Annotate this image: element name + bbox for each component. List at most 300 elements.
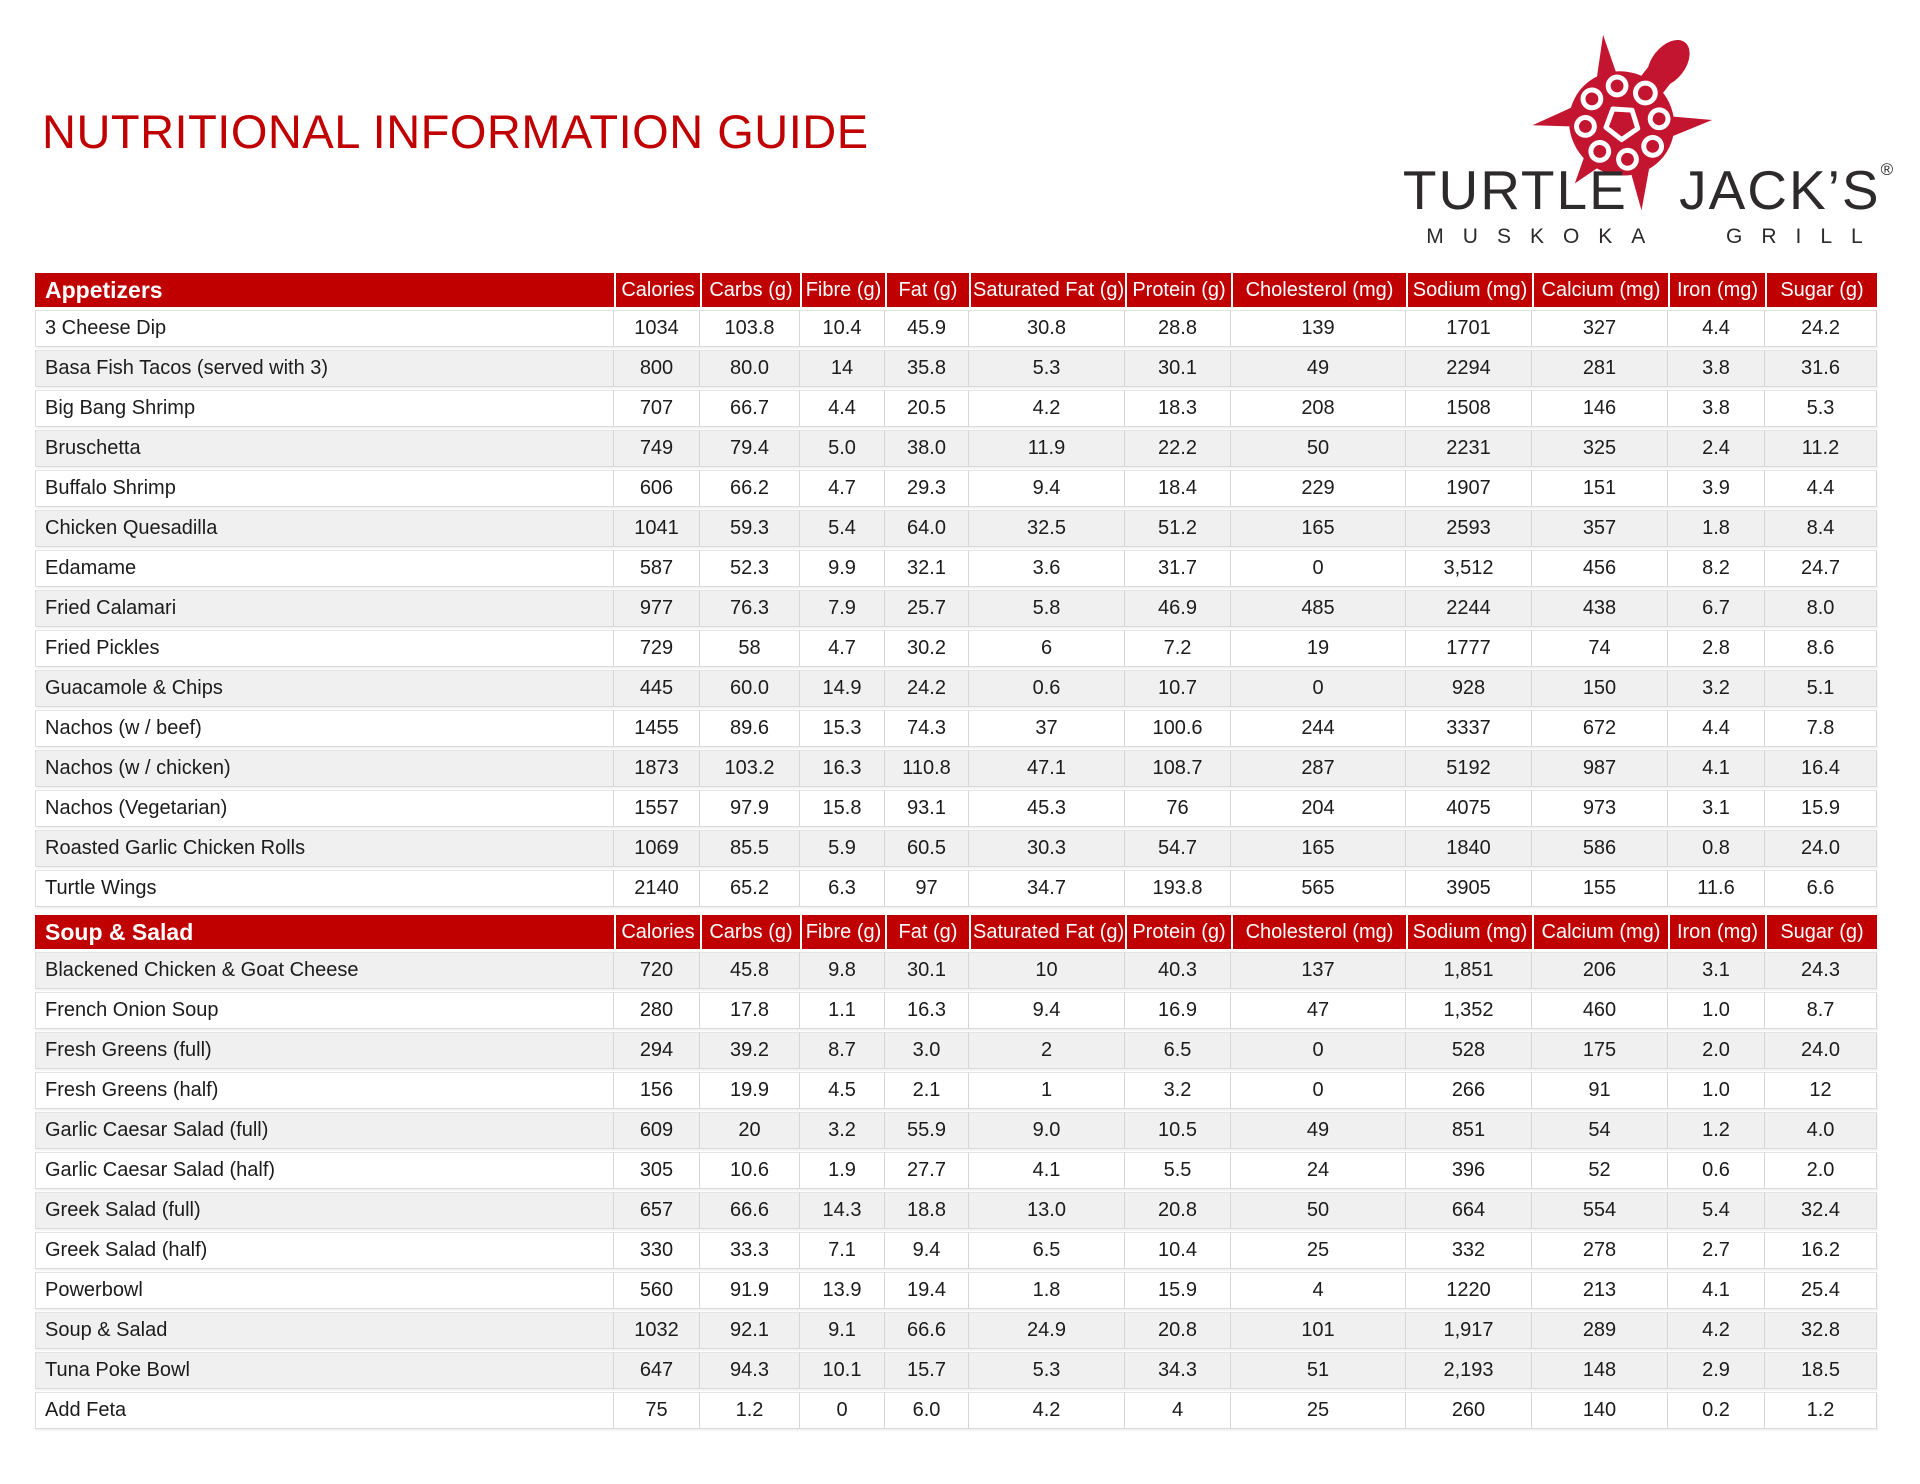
column-header: Saturated Fat (g) [969, 915, 1125, 949]
column-header: Iron (mg) [1668, 273, 1765, 307]
nutrient-value: 12 [1765, 1072, 1877, 1109]
nutrient-value: 75 [614, 1392, 700, 1429]
nutrient-value: 51 [1231, 1352, 1406, 1389]
nutrient-value: 1032 [614, 1312, 700, 1349]
nutrient-value: 4.1 [1668, 750, 1765, 787]
nutrient-value: 554 [1532, 1192, 1668, 1229]
table-row [35, 1272, 1877, 1309]
nutrient-value: 32.5 [969, 510, 1125, 547]
nutrient-value: 2 [969, 1032, 1125, 1069]
nutrition-tables [35, 270, 1877, 1434]
nutrient-value: 16.3 [800, 750, 885, 787]
section-header-row [35, 273, 1877, 307]
item-name: Fresh Greens (full) [35, 1032, 614, 1069]
column-header: Fat (g) [885, 915, 969, 949]
nutrient-value: 140 [1532, 1392, 1668, 1429]
nutrient-value: 45.9 [885, 310, 969, 347]
nutrient-value: 0.8 [1668, 830, 1765, 867]
nutrient-value: 10.1 [800, 1352, 885, 1389]
nutrient-value: 91.9 [700, 1272, 800, 1309]
nutrient-value: 24.2 [885, 670, 969, 707]
nutrient-value: 4.1 [1668, 1272, 1765, 1309]
table-row [35, 710, 1877, 747]
nutrient-value: 137 [1231, 952, 1406, 989]
table-row [35, 310, 1877, 347]
nutrient-value: 3,512 [1406, 550, 1532, 587]
nutrient-value: 332 [1406, 1232, 1532, 1269]
nutrient-value: 609 [614, 1112, 700, 1149]
nutrient-value: 2,193 [1406, 1352, 1532, 1389]
nutrient-value: 2294 [1406, 350, 1532, 387]
nutrient-value: 851 [1406, 1112, 1532, 1149]
item-name: Nachos (w / chicken) [35, 750, 614, 787]
nutrient-value: 25.4 [1765, 1272, 1877, 1309]
nutrient-value: 0 [1231, 1072, 1406, 1109]
nutrient-value: 14.9 [800, 670, 885, 707]
nutrient-value: 928 [1406, 670, 1532, 707]
column-header: Saturated Fat (g) [969, 273, 1125, 307]
nutrient-value: 29.3 [885, 470, 969, 507]
nutrient-value: 50 [1231, 1192, 1406, 1229]
nutrient-value: 46.9 [1125, 590, 1231, 627]
nutrient-value: 5.1 [1765, 670, 1877, 707]
nutrient-value: 1,851 [1406, 952, 1532, 989]
nutrient-value: 1,917 [1406, 1312, 1532, 1349]
nutrient-value: 987 [1532, 750, 1668, 787]
nutrient-value: 100.6 [1125, 710, 1231, 747]
nutrient-value: 4075 [1406, 790, 1532, 827]
nutrient-value: 213 [1532, 1272, 1668, 1309]
nutrient-value: 5192 [1406, 750, 1532, 787]
item-name: Soup & Salad [35, 1312, 614, 1349]
nutrient-value: 10 [969, 952, 1125, 989]
column-header: Cholesterol (mg) [1231, 915, 1406, 949]
column-header: Cholesterol (mg) [1231, 273, 1406, 307]
nutrient-value: 0 [1231, 670, 1406, 707]
table-row [35, 870, 1877, 907]
table-row [35, 430, 1877, 467]
nutrient-value: 66.6 [885, 1312, 969, 1349]
nutrient-value: 24.9 [969, 1312, 1125, 1349]
nutrient-value: 1.2 [1765, 1392, 1877, 1429]
nutrient-value: 0 [1231, 550, 1406, 587]
item-name: Roasted Garlic Chicken Rolls [35, 830, 614, 867]
item-name: French Onion Soup [35, 992, 614, 1029]
column-header: Sodium (mg) [1406, 273, 1532, 307]
nutrient-value: 54.7 [1125, 830, 1231, 867]
nutrient-value: 4 [1231, 1272, 1406, 1309]
nutrient-value: 4.7 [800, 630, 885, 667]
nutrient-value: 20.5 [885, 390, 969, 427]
nutrient-value: 4.2 [969, 390, 1125, 427]
nutrient-value: 37 [969, 710, 1125, 747]
item-name: Buffalo Shrimp [35, 470, 614, 507]
nutrient-value: 0 [1231, 1032, 1406, 1069]
nutrient-value: 18.3 [1125, 390, 1231, 427]
table-row [35, 670, 1877, 707]
nutrient-value: 6.3 [800, 870, 885, 907]
nutrient-value: 586 [1532, 830, 1668, 867]
nutrient-value: 66.7 [700, 390, 800, 427]
nutrient-value: 1455 [614, 710, 700, 747]
table-row [35, 1312, 1877, 1349]
nutrient-value: 45.3 [969, 790, 1125, 827]
table-row [35, 630, 1877, 667]
nutrient-value: 1069 [614, 830, 700, 867]
nutrient-value: 6 [969, 630, 1125, 667]
nutrient-value: 4.5 [800, 1072, 885, 1109]
item-name: Turtle Wings [35, 870, 614, 907]
nutrient-value: 31.7 [1125, 550, 1231, 587]
column-header: Calories [614, 915, 700, 949]
nutrient-value: 94.3 [700, 1352, 800, 1389]
nutrient-value: 2.4 [1668, 430, 1765, 467]
nutrient-value: 24.0 [1765, 830, 1877, 867]
nutrient-value: 150 [1532, 670, 1668, 707]
nutrient-value: 5.9 [800, 830, 885, 867]
table-row [35, 1112, 1877, 1149]
nutrient-value: 25 [1231, 1232, 1406, 1269]
nutrient-value: 9.8 [800, 952, 885, 989]
nutrient-value: 657 [614, 1192, 700, 1229]
nutrient-value: 460 [1532, 992, 1668, 1029]
nutrient-value: 10.5 [1125, 1112, 1231, 1149]
nutrient-value: 3.9 [1668, 470, 1765, 507]
brand-name: TURTLE JACK’S® [1402, 159, 1894, 221]
nutrient-value: 560 [614, 1272, 700, 1309]
nutrient-value: 22.2 [1125, 430, 1231, 467]
nutrient-value: 148 [1532, 1352, 1668, 1389]
nutrient-value: 18.5 [1765, 1352, 1877, 1389]
nutrient-value: 5.3 [969, 350, 1125, 387]
table-row [35, 1072, 1877, 1109]
nutrient-value: 4.7 [800, 470, 885, 507]
nutrient-value: 1041 [614, 510, 700, 547]
nutrient-value: 4.0 [1765, 1112, 1877, 1149]
table-row [35, 390, 1877, 427]
nutrient-value: 8.4 [1765, 510, 1877, 547]
column-header: Fat (g) [885, 273, 969, 307]
nutrient-value: 76 [1125, 790, 1231, 827]
nutrient-value: 18.4 [1125, 470, 1231, 507]
nutrient-value: 47.1 [969, 750, 1125, 787]
nutrient-value: 15.8 [800, 790, 885, 827]
nutrient-value: 151 [1532, 470, 1668, 507]
table-row [35, 750, 1877, 787]
nutrient-value: 1.1 [800, 992, 885, 1029]
nutrient-value: 165 [1231, 510, 1406, 547]
nutrient-value: 30.1 [1125, 350, 1231, 387]
nutrient-value: 4.2 [969, 1392, 1125, 1429]
nutrient-value: 51.2 [1125, 510, 1231, 547]
column-header: Sugar (g) [1765, 273, 1877, 307]
nutrient-value: 24.2 [1765, 310, 1877, 347]
item-name: Bruschetta [35, 430, 614, 467]
table-row [35, 1032, 1877, 1069]
nutrient-value: 3.1 [1668, 790, 1765, 827]
nutrient-value: 155 [1532, 870, 1668, 907]
nutrient-value: 7.1 [800, 1232, 885, 1269]
nutrient-value: 74.3 [885, 710, 969, 747]
nutrient-value: 0 [800, 1392, 885, 1429]
nutrient-value: 8.0 [1765, 590, 1877, 627]
nutrient-value: 16.9 [1125, 992, 1231, 1029]
table-row [35, 1232, 1877, 1269]
nutrient-value: 330 [614, 1232, 700, 1269]
nutrient-value: 40.3 [1125, 952, 1231, 989]
item-name: Nachos (Vegetarian) [35, 790, 614, 827]
item-name: Basa Fish Tacos (served with 3) [35, 350, 614, 387]
table-row [35, 952, 1877, 989]
section-title: Soup & Salad [35, 915, 614, 949]
nutrient-value: 327 [1532, 310, 1668, 347]
nutrient-value: 396 [1406, 1152, 1532, 1189]
nutrient-value: 3.8 [1668, 350, 1765, 387]
nutrient-value: 35.8 [885, 350, 969, 387]
section-header-row [35, 915, 1877, 949]
nutrient-value: 3.2 [800, 1112, 885, 1149]
nutrient-value: 91 [1532, 1072, 1668, 1109]
nutrient-value: 18.8 [885, 1192, 969, 1229]
nutrient-value: 5.3 [1765, 390, 1877, 427]
nutrient-value: 60.0 [700, 670, 800, 707]
nutrient-value: 3.6 [969, 550, 1125, 587]
nutrient-value: 2231 [1406, 430, 1532, 467]
nutrient-value: 1.2 [700, 1392, 800, 1429]
item-name: Add Feta [35, 1392, 614, 1429]
nutrient-value: 33.3 [700, 1232, 800, 1269]
item-name: Tuna Poke Bowl [35, 1352, 614, 1389]
nutrient-value: 244 [1231, 710, 1406, 747]
item-name: Fresh Greens (half) [35, 1072, 614, 1109]
nutrient-value: 800 [614, 350, 700, 387]
nutrient-value: 587 [614, 550, 700, 587]
brand-logo [1398, 40, 1898, 250]
nutrient-value: 2.0 [1668, 1032, 1765, 1069]
item-name: Fried Calamari [35, 590, 614, 627]
nutrient-value: 8.7 [1765, 992, 1877, 1029]
nutrient-value: 720 [614, 952, 700, 989]
nutrient-value: 32.1 [885, 550, 969, 587]
nutrient-value: 97.9 [700, 790, 800, 827]
nutrient-value: 20.8 [1125, 1192, 1231, 1229]
nutrient-value: 281 [1532, 350, 1668, 387]
nutrient-value: 25.7 [885, 590, 969, 627]
nutrient-value: 9.4 [969, 470, 1125, 507]
column-header: Calcium (mg) [1532, 273, 1668, 307]
column-header: Calcium (mg) [1532, 915, 1668, 949]
nutrient-value: 2.9 [1668, 1352, 1765, 1389]
nutrient-value: 4 [1125, 1392, 1231, 1429]
nutrient-value: 14 [800, 350, 885, 387]
nutrient-value: 97 [885, 870, 969, 907]
nutrient-value: 4.2 [1668, 1312, 1765, 1349]
nutrient-value: 6.5 [969, 1232, 1125, 1269]
item-name: Edamame [35, 550, 614, 587]
nutrient-value: 2.1 [885, 1072, 969, 1109]
nutrient-value: 8.6 [1765, 630, 1877, 667]
nutrient-value: 1.8 [969, 1272, 1125, 1309]
brand-tagline: MUSKOKA GRILL [1426, 225, 1882, 248]
column-header: Carbs (g) [700, 915, 800, 949]
nutrient-value: 45.8 [700, 952, 800, 989]
nutrient-value: 260 [1406, 1392, 1532, 1429]
nutrient-value: 19.4 [885, 1272, 969, 1309]
nutrient-value: 528 [1406, 1032, 1532, 1069]
nutrient-value: 3.2 [1668, 670, 1765, 707]
nutrient-value: 31.6 [1765, 350, 1877, 387]
nutrient-value: 1220 [1406, 1272, 1532, 1309]
nutrient-value: 4.1 [969, 1152, 1125, 1189]
nutrient-value: 15.9 [1125, 1272, 1231, 1309]
item-name: Greek Salad (half) [35, 1232, 614, 1269]
nutrient-value: 1701 [1406, 310, 1532, 347]
nutrient-value: 664 [1406, 1192, 1532, 1229]
nutrient-value: 19.9 [700, 1072, 800, 1109]
nutrient-value: 1 [969, 1072, 1125, 1109]
column-header: Sugar (g) [1765, 915, 1877, 949]
nutrient-value: 165 [1231, 830, 1406, 867]
section-title: Appetizers [35, 273, 614, 307]
nutrient-value: 65.2 [700, 870, 800, 907]
nutrient-value: 6.6 [1765, 870, 1877, 907]
column-header: Carbs (g) [700, 273, 800, 307]
nutrient-value: 8.2 [1668, 550, 1765, 587]
nutrient-value: 4.4 [1765, 470, 1877, 507]
table-row [35, 1392, 1877, 1429]
item-name: Powerbowl [35, 1272, 614, 1309]
nutrient-value: 101 [1231, 1312, 1406, 1349]
nutrient-value: 5.8 [969, 590, 1125, 627]
nutrient-value: 9.4 [969, 992, 1125, 1029]
column-header: Protein (g) [1125, 915, 1231, 949]
nutrient-value: 5.4 [1668, 1192, 1765, 1229]
nutrient-value: 289 [1532, 1312, 1668, 1349]
table-row [35, 470, 1877, 507]
nutrient-value: 5.3 [969, 1352, 1125, 1389]
column-header: Fibre (g) [800, 915, 885, 949]
nutrient-value: 58 [700, 630, 800, 667]
table-row [35, 992, 1877, 1029]
table-row [35, 1192, 1877, 1229]
nutrition-table [35, 270, 1877, 910]
nutrient-value: 10.6 [700, 1152, 800, 1189]
nutrient-value: 28.8 [1125, 310, 1231, 347]
nutrient-value: 1.8 [1668, 510, 1765, 547]
nutrient-value: 749 [614, 430, 700, 467]
nutrient-value: 0.6 [1668, 1152, 1765, 1189]
nutrient-value: 9.1 [800, 1312, 885, 1349]
nutrient-value: 9.4 [885, 1232, 969, 1269]
nutrient-value: 24.0 [1765, 1032, 1877, 1069]
nutrient-value: 973 [1532, 790, 1668, 827]
nutrient-value: 139 [1231, 310, 1406, 347]
nutrient-value: 647 [614, 1352, 700, 1389]
nutrient-value: 565 [1231, 870, 1406, 907]
nutrient-value: 3337 [1406, 710, 1532, 747]
nutrient-value: 1777 [1406, 630, 1532, 667]
nutrient-value: 6.5 [1125, 1032, 1231, 1069]
nutrient-value: 92.1 [700, 1312, 800, 1349]
table-row [35, 510, 1877, 547]
nutrient-value: 3.2 [1125, 1072, 1231, 1109]
nutrient-value: 8.7 [800, 1032, 885, 1069]
nutrient-value: 9.0 [969, 1112, 1125, 1149]
nutrient-value: 206 [1532, 952, 1668, 989]
nutrient-value: 5.0 [800, 430, 885, 467]
nutrient-value: 59.3 [700, 510, 800, 547]
nutrient-value: 1.0 [1668, 1072, 1765, 1109]
nutrient-value: 7.2 [1125, 630, 1231, 667]
item-name: Garlic Caesar Salad (half) [35, 1152, 614, 1189]
nutrient-value: 2.7 [1668, 1232, 1765, 1269]
nutrient-value: 52.3 [700, 550, 800, 587]
nutrient-value: 32.8 [1765, 1312, 1877, 1349]
nutrient-value: 50 [1231, 430, 1406, 467]
column-header: Sodium (mg) [1406, 915, 1532, 949]
nutrient-value: 16.2 [1765, 1232, 1877, 1269]
nutrient-value: 325 [1532, 430, 1668, 467]
table-row [35, 550, 1877, 587]
table-row [35, 1352, 1877, 1389]
nutrient-value: 6.7 [1668, 590, 1765, 627]
nutrient-value: 977 [614, 590, 700, 627]
nutrient-value: 1907 [1406, 470, 1532, 507]
item-name: Big Bang Shrimp [35, 390, 614, 427]
nutrient-value: 456 [1532, 550, 1668, 587]
nutrient-value: 1.0 [1668, 992, 1765, 1029]
nutrient-value: 34.3 [1125, 1352, 1231, 1389]
nutrient-value: 24.7 [1765, 550, 1877, 587]
nutrient-value: 30.2 [885, 630, 969, 667]
nutrient-value: 38.0 [885, 430, 969, 467]
nutrient-value: 278 [1532, 1232, 1668, 1269]
nutrient-value: 266 [1406, 1072, 1532, 1109]
nutrient-value: 103.2 [700, 750, 800, 787]
nutrient-value: 24 [1231, 1152, 1406, 1189]
nutrient-value: 229 [1231, 470, 1406, 507]
nutrient-value: 146 [1532, 390, 1668, 427]
column-header: Calories [614, 273, 700, 307]
nutrient-value: 20.8 [1125, 1312, 1231, 1349]
nutrient-value: 1508 [1406, 390, 1532, 427]
nutrient-value: 357 [1532, 510, 1668, 547]
nutrient-value: 30.1 [885, 952, 969, 989]
item-name: 3 Cheese Dip [35, 310, 614, 347]
column-header: Fibre (g) [800, 273, 885, 307]
nutrient-value: 19 [1231, 630, 1406, 667]
nutrient-value: 7.9 [800, 590, 885, 627]
nutrient-value: 54 [1532, 1112, 1668, 1149]
nutrient-value: 13.9 [800, 1272, 885, 1309]
nutrient-value: 11.6 [1668, 870, 1765, 907]
nutrient-value: 110.8 [885, 750, 969, 787]
nutrient-value: 1873 [614, 750, 700, 787]
nutrient-value: 15.7 [885, 1352, 969, 1389]
nutrient-value: 3.0 [885, 1032, 969, 1069]
nutrient-value: 204 [1231, 790, 1406, 827]
nutrient-value: 74 [1532, 630, 1668, 667]
nutrient-value: 175 [1532, 1032, 1668, 1069]
nutrient-value: 1557 [614, 790, 700, 827]
item-name: Garlic Caesar Salad (full) [35, 1112, 614, 1149]
nutrient-value: 4.4 [800, 390, 885, 427]
column-header: Protein (g) [1125, 273, 1231, 307]
nutrient-value: 729 [614, 630, 700, 667]
nutrient-value: 47 [1231, 992, 1406, 1029]
nutrient-value: 0.6 [969, 670, 1125, 707]
nutrition-table [35, 912, 1877, 1432]
